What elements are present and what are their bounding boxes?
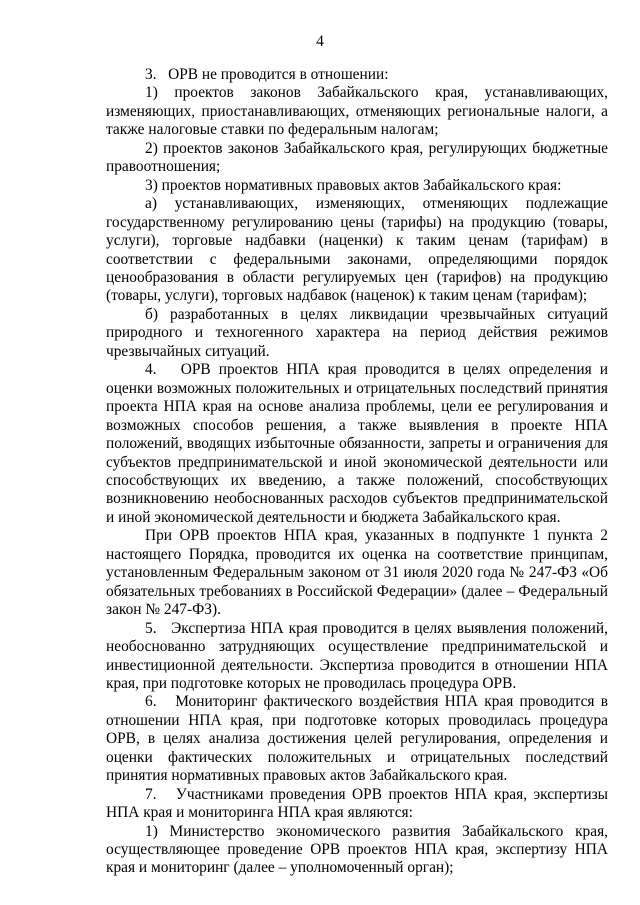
paragraph-item-3-1: 1) проектов законов Забайкальского края, устанавливающих, изменяющих, приостанавливающих, отменяющих региональные налоги, а также налоговые ставки по федеральным налогам;	[106, 84, 608, 139]
paragraph-item-5: 5. Экспертиза НПА края проводится в целях выявления положений, необоснованно затрудняющих осуществление предпринимательской и инвестиционной деятельности. Экспертиза проводится в отношении НПА края, при подготовке которых не проводилась процедура ОРВ.	[106, 619, 608, 692]
paragraph-item-3-3-a: а) устанавливающих, изменяющих, отменяющих подлежащие государственному регулированию цены (тарифы) на продукцию (товары, услуги), торговые надбавки (наценки) к таким ценам (тарифам) в соответствии с федеральными законами, определяющими порядок ценообразования в области регулируемых цен (тарифов) на продукцию (товары, услуги), торговых надбавок (наценок) к таким ценам (тарифам);	[106, 195, 608, 305]
paragraph-item-3-2: 2) проектов законов Забайкальского края, регулирующих бюджетные правоотношения;	[106, 139, 608, 176]
paragraph-item-3: 3. ОРВ не проводится в отношении:	[145, 66, 389, 83]
paragraph-item-7: 7. Участниками проведения ОРВ проектов НПА края, экспертизы НПА края и мониторинга НПА края являются:	[106, 785, 608, 822]
page-number: 4	[316, 33, 324, 50]
paragraph-item-6: 6. Мониторинг фактического воздействия НПА края проводится в отношении НПА края, при подготовке которых проводилась процедура ОРВ, в целях анализа достижения целей регулирования, определения и оценки фактических положительных и отрицательных последствий принятия нормативных правовых актов Забайкальского края.	[106, 693, 608, 785]
document-body	[106, 66, 608, 878]
paragraph-item-4-continuation: При ОРВ проектов НПА края, указанных в подпункте 1 пункта 2 настоящего Порядка, проводится их оценка на соответствие принципам, установленным Федеральным законом от 31 июля 2020 года № 247-ФЗ «Об обязательных требованиях в Российской Федерации» (далее – Федеральный закон № 247-ФЗ).	[106, 527, 608, 619]
paragraph-item-3-3-b: б) разработанных в целях ликвидации чрезвычайных ситуаций природного и техногенного характера на период действия режимов чрезвычайных ситуаций.	[106, 305, 608, 360]
paragraph-item-3-3: 3) проектов нормативных правовых актов Забайкальского края:	[145, 176, 562, 194]
paragraph-item-4: 4. ОРВ проектов НПА края проводится в целях определения и оценки возможных положительных и отрицательных последствий принятия проекта НПА края на основе анализа проблемы, цели ее регулирования и возможных способов решения, а также выявления в проекте НПА положений, вводящих избыточные обязанности, запреты и ограничения для субъектов предпринимательской и иной экономической деятельности или способствующих их введению, а также положений, способствующих возникновению необоснованных расходов субъектов предпринимательской и иной экономической деятельности и бюджета Забайкальского края.	[106, 361, 608, 526]
paragraph-item-7-1: 1) Министерство экономического развития Забайкальского края, осуществляющее проведение ОРВ проектов НПА края, экспертизу НПА края и мониторинг (далее – уполномоченный орган);	[106, 822, 608, 877]
